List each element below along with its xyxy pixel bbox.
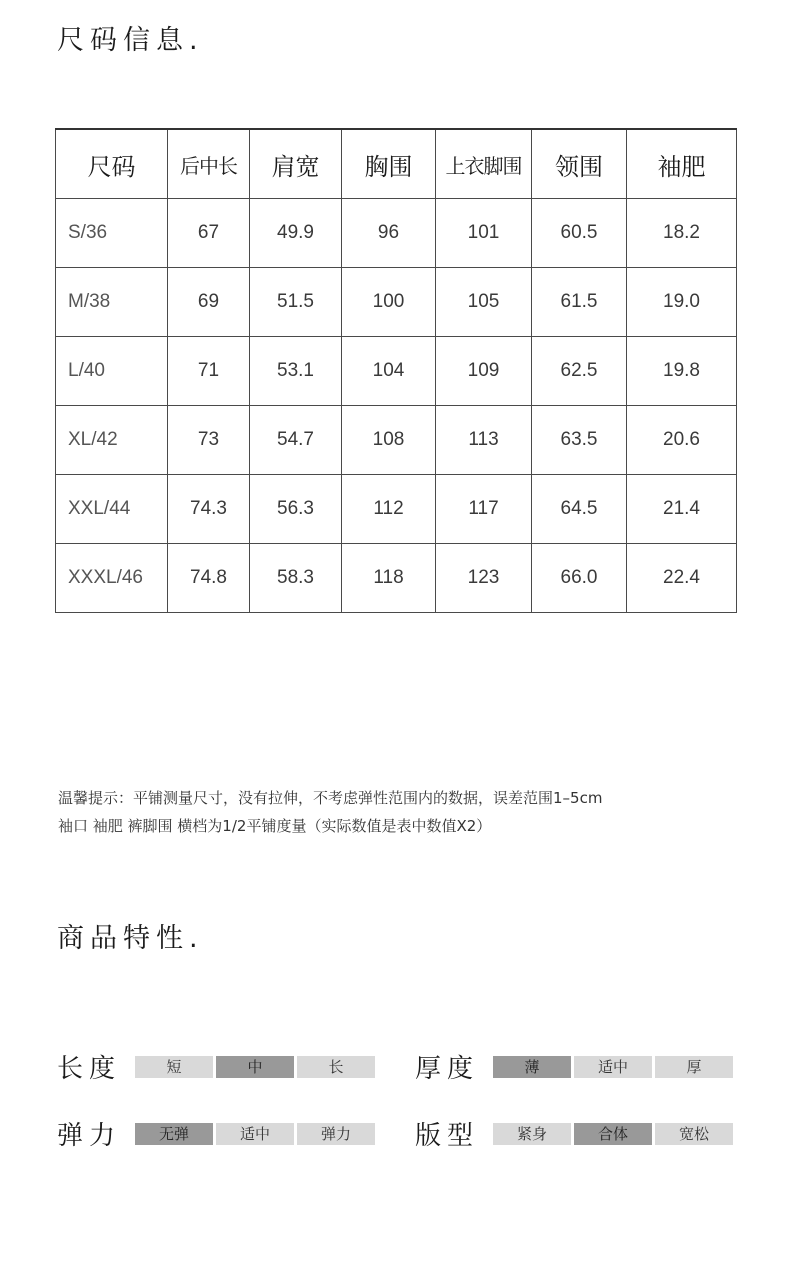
table-cell: 54.7 xyxy=(250,406,342,475)
table-cell: 69 xyxy=(168,268,250,337)
table-cell: 64.5 xyxy=(532,475,627,544)
header-back-length: 后中长 xyxy=(168,129,250,199)
table-row xyxy=(56,199,737,268)
thickness-option-medium: 适中 xyxy=(574,1056,652,1078)
header-shoulder: 肩宽 xyxy=(250,129,342,199)
table-cell: 118 xyxy=(342,544,436,613)
elasticity-option-none: 无弹 xyxy=(135,1123,213,1145)
header-hem: 上衣脚围 xyxy=(436,129,532,199)
feature-fit-options xyxy=(493,1123,733,1145)
table-cell: 74.8 xyxy=(168,544,250,613)
table-row xyxy=(56,337,737,406)
table-cell: 104 xyxy=(342,337,436,406)
table-cell: 73 xyxy=(168,406,250,475)
table-cell: 66.0 xyxy=(532,544,627,613)
table-cell: L/40 xyxy=(56,337,168,406)
table-cell: 60.5 xyxy=(532,199,627,268)
header-sleeve: 袖肥 xyxy=(627,129,737,199)
table-header-row xyxy=(56,129,737,199)
table-cell: 109 xyxy=(436,337,532,406)
table-cell: 51.5 xyxy=(250,268,342,337)
feature-thickness xyxy=(415,1048,733,1085)
table-cell: 108 xyxy=(342,406,436,475)
table-cell: 96 xyxy=(342,199,436,268)
table-cell: XXXL/46 xyxy=(56,544,168,613)
thickness-option-thick: 厚 xyxy=(655,1056,733,1078)
table-cell: 56.3 xyxy=(250,475,342,544)
table-cell: 117 xyxy=(436,475,532,544)
product-features-title: 商品特性. xyxy=(57,923,204,954)
table-cell: 61.5 xyxy=(532,268,627,337)
table-cell: 19.8 xyxy=(627,337,737,406)
length-option-short: 短 xyxy=(135,1056,213,1078)
feature-elasticity-options xyxy=(135,1123,375,1145)
thickness-option-thin: 薄 xyxy=(493,1056,571,1078)
table-cell: 113 xyxy=(436,406,532,475)
feature-length-label: 长度 xyxy=(57,1054,122,1084)
size-table xyxy=(55,128,737,613)
size-info-title: 尺码信息. xyxy=(57,25,204,56)
table-cell: 22.4 xyxy=(627,544,737,613)
table-cell: 20.6 xyxy=(627,406,737,475)
feature-elasticity xyxy=(57,1115,375,1152)
table-cell: 74.3 xyxy=(168,475,250,544)
elasticity-option-medium: 适中 xyxy=(216,1123,294,1145)
feature-elasticity-label: 弹力 xyxy=(57,1121,122,1151)
header-chest: 胸围 xyxy=(342,129,436,199)
table-cell: 53.1 xyxy=(250,337,342,406)
feature-thickness-options xyxy=(493,1056,733,1078)
feature-thickness-label: 厚度 xyxy=(415,1054,480,1084)
feature-length xyxy=(57,1048,375,1085)
table-cell: XXL/44 xyxy=(56,475,168,544)
table-cell: 21.4 xyxy=(627,475,737,544)
header-collar: 领围 xyxy=(532,129,627,199)
table-cell: XL/42 xyxy=(56,406,168,475)
feature-fit-label: 版型 xyxy=(415,1121,480,1151)
table-cell: M/38 xyxy=(56,268,168,337)
table-cell: 58.3 xyxy=(250,544,342,613)
feature-length-options xyxy=(135,1056,375,1078)
header-size: 尺码 xyxy=(56,129,168,199)
table-row xyxy=(56,268,737,337)
table-cell: 49.9 xyxy=(250,199,342,268)
table-cell: 123 xyxy=(436,544,532,613)
table-cell: 62.5 xyxy=(532,337,627,406)
length-option-medium: 中 xyxy=(216,1056,294,1078)
length-option-long: 长 xyxy=(297,1056,375,1078)
table-cell: 63.5 xyxy=(532,406,627,475)
measurement-tip-line2: 袖口 袖肥 裤脚围 横档为1/2平铺度量（实际数值是表中数值X2） xyxy=(58,817,492,835)
table-row xyxy=(56,475,737,544)
fit-option-slim: 紧身 xyxy=(493,1123,571,1145)
table-cell: 101 xyxy=(436,199,532,268)
table-cell: 112 xyxy=(342,475,436,544)
table-cell: 19.0 xyxy=(627,268,737,337)
feature-fit xyxy=(415,1115,733,1152)
table-cell: 105 xyxy=(436,268,532,337)
elasticity-option-stretch: 弹力 xyxy=(297,1123,375,1145)
measurement-tip-line1: 温馨提示：平铺测量尺寸，没有拉伸，不考虑弹性范围内的数据，误差范围1–5cm xyxy=(58,789,603,807)
table-cell: 67 xyxy=(168,199,250,268)
fit-option-loose: 宽松 xyxy=(655,1123,733,1145)
table-row xyxy=(56,544,737,613)
table-cell: 18.2 xyxy=(627,199,737,268)
table-cell: 100 xyxy=(342,268,436,337)
table-cell: 71 xyxy=(168,337,250,406)
table-cell: S/36 xyxy=(56,199,168,268)
fit-option-regular: 合体 xyxy=(574,1123,652,1145)
table-row xyxy=(56,406,737,475)
